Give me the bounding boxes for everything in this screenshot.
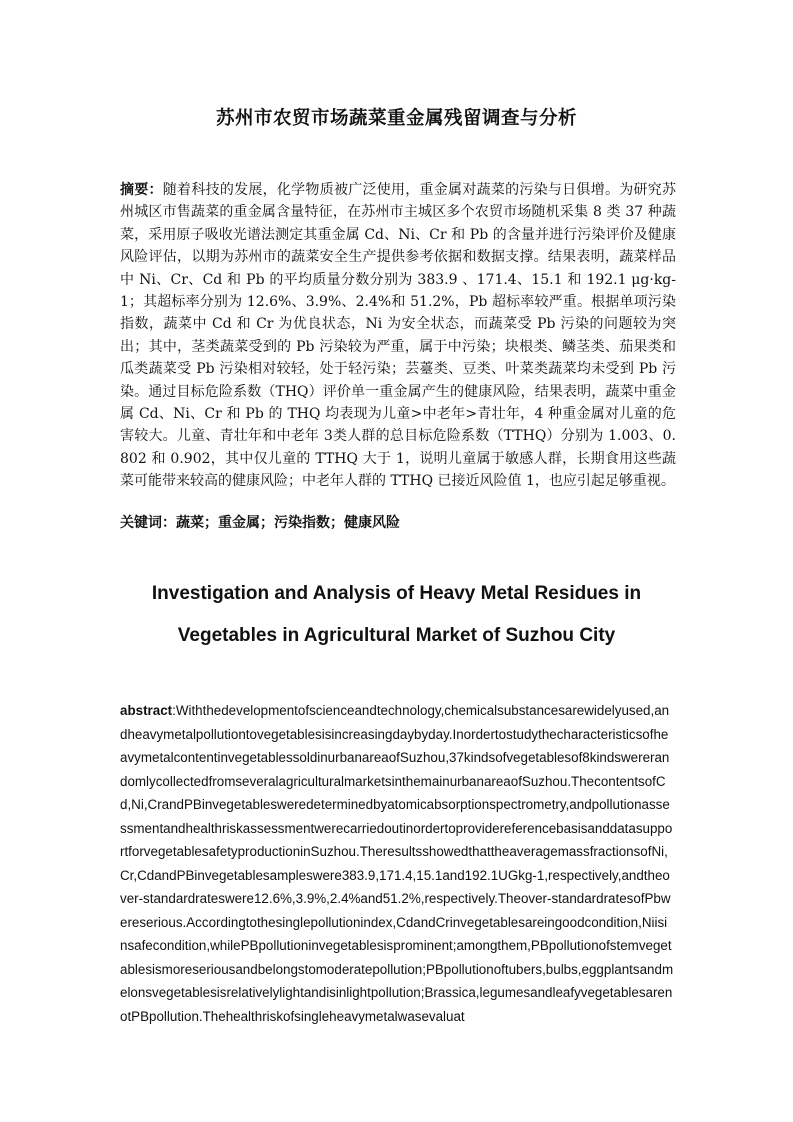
english-abstract-label: abstract xyxy=(120,703,173,718)
chinese-keywords xyxy=(120,513,676,533)
chinese-abstract-text: 随着科技的发展，化学物质被广泛使用，重金属对蔬菜的污染与日俱增。为研究苏州城区市售蔬菜的重金属含量特征，在苏州市主城区多个农贸市场随机采集 8 类 37 种蔬菜，采用原子吸收光谱法测定其重金属 Cd、Ni、Cr 和 Pb 的含量并进行污染评价及健康风险评估，以期为苏州市的蔬菜安全生产提供参考依据和数据支撑。结果表明，蔬菜样品中 Ni、Cr、Cd 和 Pb 的平均质量分数分别为 383.9 、171.4、15.1 和 192.1 μg·kg-1；其超标率分别为 12.6%、3.9%、2.4%和 51.2%，Pb 超标率较严重。根据单项污染指数，蔬菜中 Cd 和 Cr 为优良状态，Ni 为安全状态，而蔬菜受 Pb 污染的问题较为突出；其中，茎类蔬菜受到的 Pb 污染较为严重，属于中污染；块根类、鳞茎类、茄果类和瓜类蔬菜受 Pb 污染相对较轻，处于轻污染；芸薹类、豆类、叶菜类蔬菜均未受到 Pb 污染。通过目标危险系数（THQ）评价单一重金属产生的健康风险，结果表明，蔬菜中重金属 Cd、Ni、Cr 和 Pb 的 THQ 均表现为儿童>中老年>青壮年，4 种重金属对儿童的危害较大。儿童、青壮年和中老年 3类人群的总目标危险系数（TTHQ）分别为 1.003、0.802 和 0.902，其中仅儿童的 TTHQ 大于 1，说明儿童属于敏感人群，长期食用这些蔬菜可能带来较高的健康风险；中老年人群的 TTHQ 已接近风险值 1，也应引起足够重视。 xyxy=(120,182,677,490)
english-abstract xyxy=(120,699,674,1028)
chinese-keywords-text: 蔬菜；重金属；污染指数；健康风险 xyxy=(176,515,400,531)
english-abstract-text: :Withthedevelopmentofscienceandtechnology,chemicalsubstancesarewidelyused,andheavymetalpollutiontovegetablesisincreasingdaybyday.InordertostudythecharacteristicsofheavymetalcontentinvegetablessoldinurbanareaofSuzhou,37kindsofvegetablesof8kindswererandomlycollectedfromseveralagriculturalmarketsinthemainurbanareaofSuzhou.ThecontentsofCd,Ni,CrandPBinvegetablesweredeterminedbyatomicabsorptionspectrometry,andpollutionassessmentandhealthriskassessmentwerecarriedoutinordertoprovidereferencebasisanddatasupportforvegetablesafetyproductioninSuzhou.TheresultsshowedthattheaveragemassfractionsofNi,Cr,CdandPBinvegetablesampleswere383.9,171.4,15.1and192.1UGkg-1,respectively,andtheover-standardrateswere12.6%,3.9%,2.4%and51.2%,respectively.Theover-standardratesofPbwereserious.Accordingtothesinglepollutionindex,CdandCrinvegetablesareingoodcondition,Niisinsafecondition,whilePBpollutioninvegetablesisprominent;amongthem,PBpollutionofstemvegetablesismoreseriousandbelongstomoderatepollution;PBpollutionoftubers,bulbs,eggplantsandmelonsvegetablesisrelativelylightandisinlightpollution;Brassica,legumesandleafyvegetablesarenotPBpollution.Thehealthriskofsingleheavymetalwasevaluat xyxy=(120,703,674,1024)
chinese-title: 苏州市农贸市场蔬菜重金属残留调查与分析 xyxy=(215,108,577,129)
english-title-line-2: Vegetables in Agricultural Market of Suzhou City xyxy=(177,625,616,646)
chinese-keywords-label: 关键词： xyxy=(120,515,176,531)
chinese-abstract xyxy=(120,179,676,493)
chinese-abstract-label: 摘要： xyxy=(120,182,163,198)
english-title-line-1: Investigation and Analysis of Heavy Metal Residues in xyxy=(151,583,642,604)
